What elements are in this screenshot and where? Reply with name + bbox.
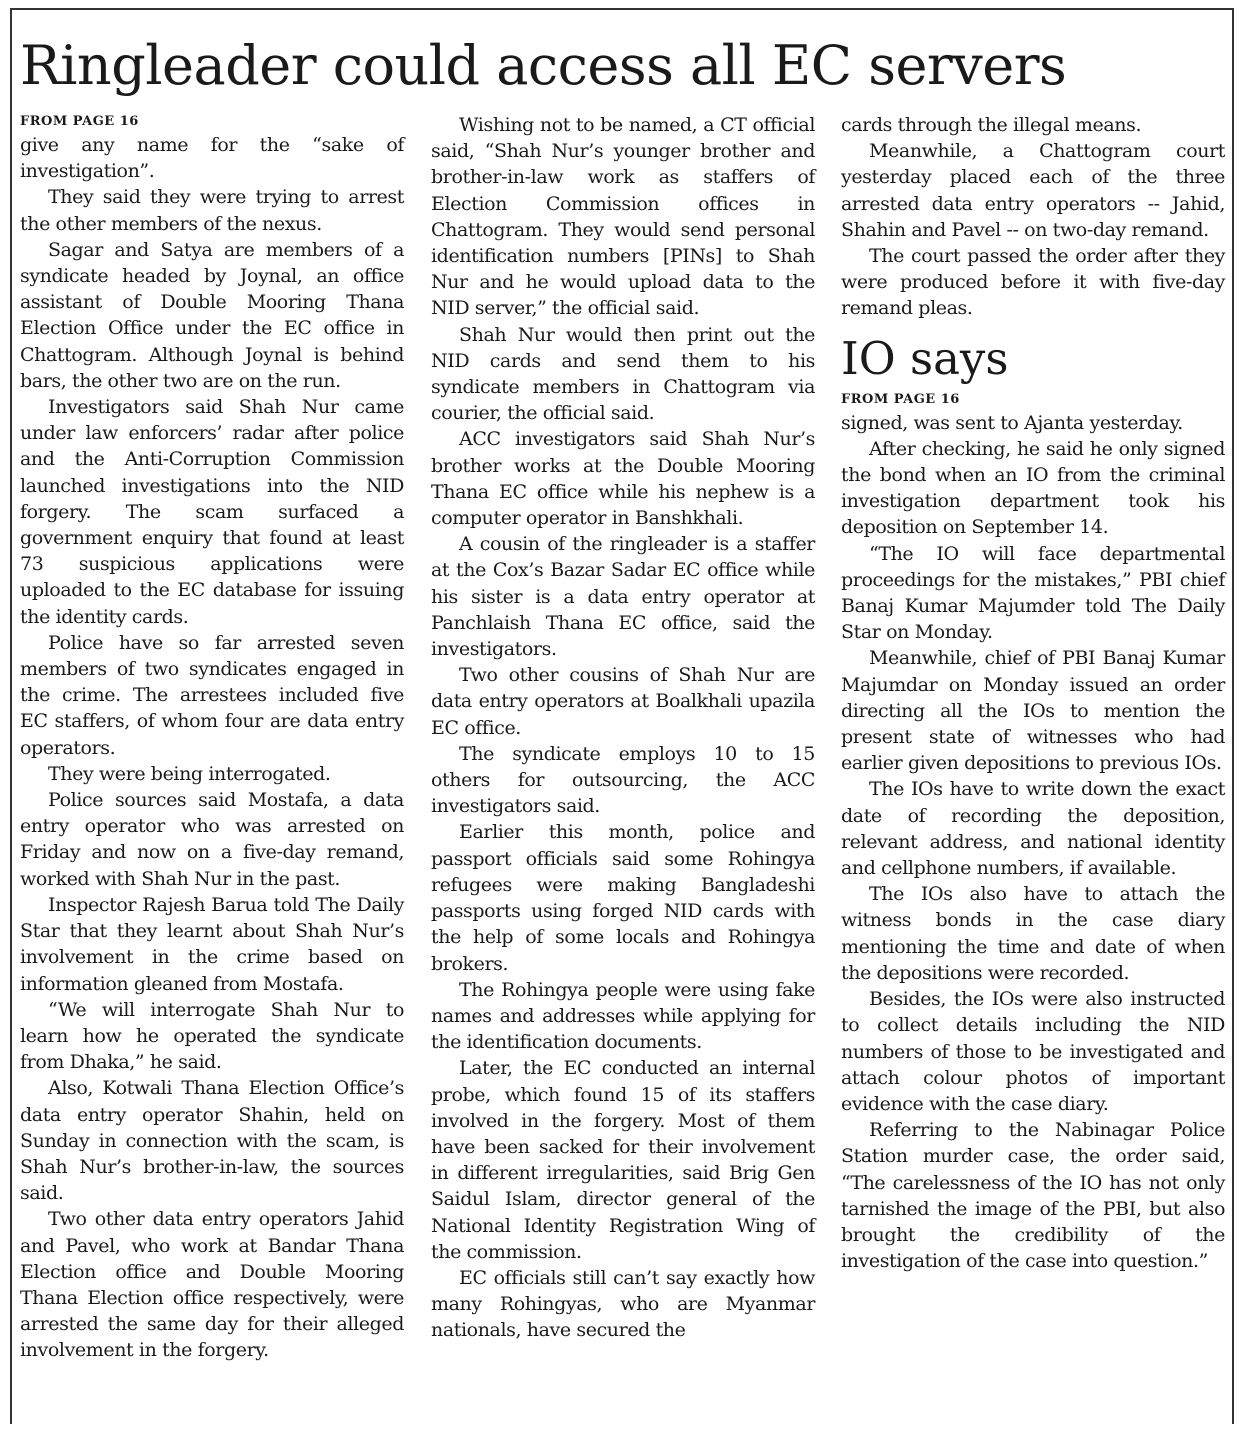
paragraph: Wishing not to be named, a CT official said, “Shah Nur’s younger brother and brother-in-law work as staffers of Election Commission offices in Chattogram. They would send personal identification numbers [PINs] to Shah Nur and he would upload data to the NID server,” the official said. (431, 114, 815, 320)
paragraph: They were being interrogated. (48, 762, 331, 785)
paragraph: Referring to the Nabinagar Police Station murder case, the order said, “The carelessness of the IO has not only tarnished the image of the PBI, but also brought the credibility of the investigation of the case into question.” (841, 1119, 1225, 1273)
paragraph: ACC investigators said Shah Nur’s brother works at the Double Mooring Thana EC office while his nephew is a computer operator in Banshkhali. (431, 428, 815, 530)
paragraph: cards through the illegal means. (841, 114, 1142, 136)
paragraph: After checking, he said he only signed the bond when an IO from the criminal investigation department took his deposition on September 14. (841, 437, 1225, 539)
column-2 (431, 112, 815, 1344)
second-from-page-label: FROM PAGE 16 (841, 391, 960, 407)
paragraph: Two other data entry operators Jahid and Pavel, who work at Bandar Thana Election office and Double Mooring Thana Election office respectively, were arrested the same day for their alleged involvement in the forgery. (20, 1208, 404, 1362)
paragraph: signed, was sent to Ajanta yesterday. (841, 411, 1183, 434)
paragraph: Sagar and Satya are members of a syndicate headed by Joynal, an office assistant of Double Mooring Thana Election Office under the EC office in Chattogram. Although Joynal is behind bars, the other two are on the run. (20, 238, 404, 392)
paragraph: Later, the EC conducted an internal probe, which found 15 of its staffers involved in the forgery. Most of them have been sacked for their involvement in different irregularities, said Brig Gen Saidul Islam, director general of the National Identity Registration Wing of the commission. (431, 1057, 815, 1263)
paragraph: Inspector Rajesh Barua told The Daily Star that they learnt about Shah Nur’s involvement in the crime based on information gleaned from Mostafa. (20, 893, 404, 995)
paragraph: Police sources said Mostafa, a data entry operator who was arrested on Friday and now on a five-day remand, worked with Shah Nur in the past. (20, 789, 404, 890)
column-3 (841, 112, 1225, 1274)
paragraph: The syndicate employs 10 to 15 others for outsourcing, the ACC investigators said. (431, 742, 815, 818)
main-headline: Ringleader could access all EC servers (20, 34, 1067, 97)
from-page-label: FROM PAGE 16 (20, 114, 139, 129)
second-headline: IO says (841, 331, 1009, 385)
paragraph: The IOs also have to attach the witness bonds in the case diary mentioning the time and date of when the depositions were recorded. (841, 883, 1225, 984)
paragraph: Meanwhile, a Chattogram court yesterday placed each of the three arrested data entry operators -- Jahid, Shahin and Pavel -- on two-day remand. (841, 140, 1225, 241)
left-rule (10, 8, 12, 1424)
paragraph: Meanwhile, chief of PBI Banaj Kumar Majumdar on Monday issued an order directing all the IOs to mention the present state of witnesses who had earlier given depositions to previous IOs. (841, 647, 1225, 775)
right-rule (1232, 8, 1234, 1424)
paragraph: The IOs have to write down the exact date of recording the deposition, relevant address, and national identity and cellphone numbers, if available. (841, 778, 1225, 880)
paragraph: Two other cousins of Shah Nur are data entry operators at Boalkhali upazila EC office. (431, 664, 815, 739)
paragraph: The court passed the order after they were produced before it with five-day remand pleas. (841, 245, 1225, 320)
top-rule (10, 8, 1234, 10)
paragraph: “We will interrogate Shah Nur to learn how he operated the syndicate from Dhaka,” he said. (20, 998, 404, 1074)
paragraph: Also, Kotwali Thana Election Office’s data entry operator Shahin, held on Sunday in connection with the scam, is Shah Nur’s brother-in-law, the sources said. (20, 1077, 404, 1205)
paragraph: A cousin of the ringleader is a staffer at the Cox’s Bazar Sadar EC office while his sister is a data entry operator at Panchlaish Thana EC office, said the investigators. (431, 533, 815, 661)
paragraph: Police have so far arrested seven members of two syndicates engaged in the crime. The arrestees included five EC staffers, of whom four are data entry operators. (20, 631, 404, 759)
paragraph: give any name for the “sake of investigation”. (20, 134, 404, 183)
column-1 (20, 112, 404, 1364)
paragraph: Earlier this month, police and passport officials said some Rohingya refugees were making Bangladeshi passports using forged NID cards with the help of some locals and Rohingya brokers. (431, 821, 815, 975)
paragraph: “The IO will face departmental proceedings for the mistakes,” PBI chief Banaj Kumar Majumder told The Daily Star on Monday. (841, 542, 1225, 644)
paragraph: Investigators said Shah Nur came under law enforcers’ radar after police and the Anti-Corruption Commission launched investigations into the NID forgery. The scam surfaced a government enquiry that found at least 73 suspicious applications were uploaded to the EC database for issuing the identity cards. (20, 396, 404, 628)
paragraph: Besides, the IOs were also instructed to collect details including the NID numbers of those to be investigated and attach colour photos of important evidence with the case diary. (841, 988, 1225, 1115)
paragraph: Shah Nur would then print out the NID cards and send them to his syndicate members in Chattogram via courier, the official said. (431, 323, 815, 425)
paragraph: EC officials still can’t say exactly how many Rohingyas, who are Myanmar nationals, have secured the (431, 1266, 815, 1342)
paragraph: The Rohingya people were using fake names and addresses while applying for the identification documents. (431, 978, 815, 1054)
paragraph: They said they were trying to arrest the other members of the nexus. (20, 186, 404, 235)
